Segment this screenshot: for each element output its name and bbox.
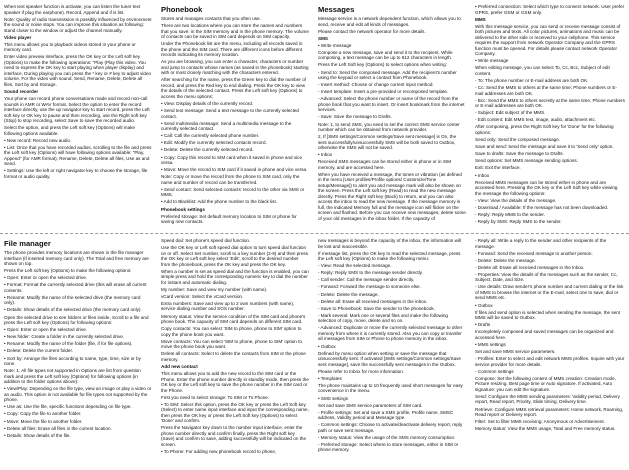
paragraph: • SMS settings (318, 395, 348, 401)
paragraph: • Send text message: Send a text message to the currently selected contact. (161, 108, 299, 119)
paragraph: • Send contact: Send selected contacts' record to the other via SMS or MMS. (161, 186, 305, 198)
paragraph: The phone provides memory locations are shown in the file manager interface (if inserted memory card only). The Total and free memory are shown on top. (4, 250, 149, 266)
paragraph: - Delete: Delete the message. (318, 291, 379, 297)
paragraph: - Reply by SMS: Reply SMS to the sender. (475, 218, 562, 224)
paragraph: - Common settings: Choose to activate/deactivate delivery report, reply path or save sent message. (318, 422, 463, 433)
column-top-1 (4, 4, 152, 230)
paragraph: • MMS settings (475, 341, 506, 347)
column-top-4 (475, 4, 625, 230)
paragraph: Open the selected drive to see folders or files inside, Scroll to a file and press the Left soft key (Options) for following options: (4, 314, 149, 326)
paragraph: • To Phone: For adding new phonebook record to phone, (161, 448, 277, 454)
paragraph: Incompletely composed and saved messages can be organized and accessed here. (475, 329, 614, 340)
subsection-heading: Add new contact (161, 363, 198, 369)
paragraph: Press the Left Soft key (Options) to select options when writing: (318, 62, 447, 68)
paragraph: - Download / Available: If the message has not been downloaded. (475, 204, 609, 210)
paragraph: - Use details: Draw sender's phone number and current dialing or the link of MMS to browse the internet or the E-mail, select one to save, dial or send MMS etc. (475, 284, 624, 301)
paragraph: vCard version: Select the vCard version. (161, 293, 244, 299)
paragraph: Compose: Set the following content of MMS creation: Creation mode, Picture resizing, Best page time or Auto signature. If activated, Auto signature: you can edit the signature. (475, 375, 616, 392)
paragraph: - Delete: Delete the message. (475, 257, 536, 263)
paragraph: • Edit: Modify the currently selected contacts record. (161, 140, 267, 146)
paragraph: When you have received a message, the tones or vibration (as defined in the menu [User profiles/Profile options/ Customize/Tone setup/Message]) to alert you and message mark will also be shown on the screen. Press the Left soft key (Read) to read the new message directly. Press the Right soft key (Back) to return, and you can also access the inbox to read the new message. If the message memory is full, the indicated Memory full and the message icon will flicker on the screen and flashed. Before you can receive new messages, delete some of your old messages in the inbox folder. If the capacity of (318, 171, 466, 221)
column-bottom-3 (318, 238, 466, 466)
paragraph: Exit: Exit the interface. (475, 165, 521, 171)
column-bottom-4 (475, 238, 625, 466)
paragraph: Send only: Send the composed message. (475, 137, 561, 143)
paragraph: new messages is beyond the capacity of the inbox, the information will be lost and inaccessible. (318, 238, 461, 249)
paragraph: Enter video preview interface, press the OK key or the Left soft key (Options) to make the following operations: "Play (Play this video. You need to express the OK key to start playing when player display) and interface, During playing you can press the * key or # key to adjust video volume. For the video with sound, Send, Rename, Delete, Delete all files, Sort by and Storage. (4, 54, 152, 87)
paragraph: • Preferred connection: Select which type to connect network. User prefer GPRS, prefer GSM or GSM only. (475, 4, 625, 15)
paragraph: - View: Read the selected message. (318, 263, 392, 269)
paragraph: Press the Left soft key (Options) to make the following options: (4, 268, 132, 274)
paragraph: 2, If [SMS settings/Common settings/Save sent message] is On, the sent successfully/unsuccessfully SMS will be both saved to Outbox, otherwise the SMS will not be saved. (318, 134, 457, 151)
paragraph: With this message service, you can send or receive message consist of both pictures and texts. All color pictures, animations and music can be delivered to the other side or received to your cellphone. This service requires the support from network Operator Company and the GPRS function must be opened. For details please contact network Operator Company. (475, 23, 621, 57)
paragraph: There are two locations where you can store the names and numbers that you save: in the SIM memory and in the phone memory. The volume of contacts can be saved in SIM card depends on SIM capacity. (161, 23, 309, 40)
paragraph: Received SMS messages can be stored either in phone or in SIM memory, and are accessed here. (318, 159, 452, 170)
paragraph: - Send to: Send the composed message. Add the recipient's number using the keypad or select a contact from Phonebook. (318, 69, 457, 81)
paragraph: Speed dial: Set phone's speed dial function. (161, 238, 251, 243)
paragraph: - Cc: Send the MMS to others at the same time; Phone numbers or E-mail addresses are both OK. (475, 85, 617, 96)
paragraph: • To SIM: Select this option, press the OK key or press the Left Soft key (Select) to enter name input interface and input the corresponding name, then press the OK key or press the Left Soft key (Options) to select 'Done' and confirm. (161, 401, 309, 424)
subsection-heading: MMS (475, 16, 486, 22)
paragraph: • Rename: Modify the name of the folder (file, if for file options). (4, 341, 133, 347)
paragraph: • Open: Enter or open the selected drive. (4, 275, 88, 281)
paragraph: If files and send option is selected when sending the message, the sent MMS will be saved to Outbox. (475, 309, 621, 321)
subsection-heading: Phonebook settings (161, 206, 205, 212)
paragraph: - Subject: Edit subject of the MMS. (475, 110, 546, 116)
section-heading: Phonebook (161, 5, 203, 14)
paragraph: Send options: Set MMS message sending options. (475, 158, 578, 164)
paragraph: When editing message, you can select To, Cc, Bcc, Subject of edit content. (475, 65, 610, 76)
subsection-heading: Sound recorder (4, 88, 39, 94)
subsection-heading: SMS (318, 35, 328, 41)
paragraph: Under the Phonebook list are the menu, including all records saved in the phone and the SIM card. There are different icons before different records indicating its memory location. (161, 41, 303, 58)
paragraph: Copy contacts: You can select 'SIM to phone, phone to SIM' option to copy the phone book you want. (161, 326, 302, 337)
paragraph: • Delete all files: Erase all files in the current location. (4, 425, 112, 431)
paragraph: - Reply all: Write a reply to the sender and other recipients of the message. (475, 238, 607, 249)
column-top-3 (318, 4, 466, 230)
paragraph: • Add to Blacklist: Add the phone number to the black list. (161, 199, 278, 205)
paragraph: - Delete all: Erase all received messages in the inbox. (318, 298, 428, 304)
paragraph: When a number is set as speed dial and the function is enabled, you can simple press and hold the corresponding numeric key to dial the number for instant and automatic dialing. (161, 268, 309, 285)
paragraph: - Forward: Send the received message to another person. (475, 250, 593, 256)
paragraph: • Details: Show details of the selected drive (the memory card only). (4, 307, 142, 313)
paragraph: - Memory status: View the usage of the SMS memory consumption. (318, 434, 456, 440)
paragraph: First you need to select storage: To SIM or To Phone. (161, 394, 270, 400)
paragraph: - Reply: Reply SMS to the message sender directly. (318, 270, 423, 276)
paragraph: After searching for the name, press the Green key to dial the number of record, and press the Red key to end dialing. Press the OK key to view the details of the selected contact. Press the Left soft key (Options) to access the menu options: (161, 77, 307, 99)
paragraph: - Insert template: Insert a pre-provided or recomposed template. (318, 89, 449, 95)
paragraph: Note: 1. All file types not supported in Options are list from question mark and press the Left soft key (Options) for following options (in addition to the folder options above): (4, 368, 141, 385)
paragraph: This menu allows you to add the new record to the SIM card or the Phone. Enter the phone number directly in standby mode, then press the OK key or the Left soft key to save the phone number in the SIM card or the Phone. (161, 371, 309, 393)
paragraph: - Preferred storage: Select where to store messages, either in SIM or phone memory. (318, 441, 459, 453)
paragraph: Save to drafts: Save the message to Drafts. (475, 151, 564, 157)
paragraph: Defined by menu option when setting or save the message that unsuccessfully sent. If activated [SMS settings/Common settings/Save sent message], save the successfully sent messages in the Outbox. (318, 350, 461, 367)
paragraph: • Copy: Copy the file to another folder. (4, 411, 82, 417)
paragraph: • Move: Move the record to SIM card if it saved in phone and vice versa. (161, 167, 308, 173)
paragraph: - Delete all: Erase all received messages in the Inbox. (475, 264, 585, 270)
paragraph: • Settings: Use the left or right navigator key to choose the storage, file format or audio quality. (4, 168, 148, 179)
paragraph: Note: Quality of radio transmission is possibly influenced by environment the sound or noise stops. You can improve this situation as following: stand closer to the window or adjust the channel manually. (4, 16, 152, 33)
paragraph: • Write message (475, 58, 509, 64)
paragraph: • Details: Show details of the file. (4, 432, 71, 438)
paragraph: • View: Display details of the currently record. (161, 100, 254, 106)
paragraph: Preferred storage: Set default memory location to SIM or phone for saving new contacts. (161, 213, 297, 225)
paragraph: • New folder: Create a folder in the currently selected drive. (4, 334, 125, 340)
paragraph: Send: Configure the MMS sending parameters: Validity period, Delivery report, Read report, Priority, Slide timing, Delivery time. (475, 393, 620, 405)
page-divider (0, 233, 629, 234)
paragraph: • List: Once that you have recorded audios, scrolling to the file and press the Left soft key (Options) will have following options available: "Play, Append" (for AMR format), Rename, Delete, Delete all files, Use as and Send. (4, 144, 152, 167)
paragraph: • Delete: Delete the current folder. (4, 348, 74, 354)
paragraph: • Open: Enter or open the selected drive. (4, 327, 88, 333)
paragraph: Your phone can record phone conversations made and record non-call sounds in AMR or WAV format. Select the option to enter the record interface directly, use the up navigator key to start record, press the Left soft key or OK key to pause and then recording, use the Right soft key (Stop) to stop recording, select Save to save the recorded audio. (4, 96, 150, 124)
paragraph: • Inbox (318, 152, 333, 158)
paragraph: Note: 1, to send SMS, you need to set the correct SMS service center number which can be obtained from network provider. (318, 121, 460, 133)
paragraph: • Outbox (318, 343, 336, 349)
paragraph: - Profile settings: Set and save a SMS profile, Profile name, SMSC address, Validity period and Message type. (318, 409, 454, 421)
paragraph: • Outbox (475, 302, 493, 308)
paragraph: - Bcc: Send the MMS to others secretly at the same time, Phone numbers or E-mail addresses are both OK. (475, 97, 625, 109)
paragraph: • Call: Call the currently selected phone number. (161, 133, 260, 139)
paragraph: - Advanced: Select the phone number or name of the record from the phone book that you want to insert. Or insert bookmark from the internet services. (318, 96, 465, 113)
paragraph: • Rename: Modify the name of the selected drive (the memory card only). (4, 294, 141, 306)
paragraph: - Edit content: Edit MMS text, image, audio, attachment etc. (475, 117, 597, 123)
paragraph: Message service is a network dependent function, which allows you to send, receive and edit all kinds of messages. (318, 16, 461, 27)
paragraph: • Sort by: Arrange the files according to name, type, time, size or by none. (4, 355, 141, 367)
paragraph: The phone maintains up to 10 frequently used short messages for easy convenience in the menu. (318, 382, 463, 394)
paragraph: Press the Navigator key down to the number input interface, enter the phone number directly and confirm finally, press the Right soft key (Save) and confirm to save, adding successfully will be indicated on the screen. (161, 425, 307, 447)
paragraph: Stores and manages contacts that you often use. (161, 16, 261, 21)
paragraph: • Send multimedia message: Send a multimedia message to the currently selected contact. (161, 120, 292, 132)
column-bottom-1 (4, 238, 152, 466)
section-heading: Messages (318, 5, 355, 14)
paragraph: After composing, press the Right Soft key for 'Done' for the following options: (475, 124, 614, 135)
paragraph: - Forward: Forward the message to someone else. (318, 284, 421, 290)
paragraph: • Templates (318, 375, 342, 381)
paragraph: Please refer to Inbox for more information. (318, 368, 405, 374)
paragraph: Retrieve: Configure MMS retrieval parameters: Home network, Roaming, Read report or Delivery report. (475, 406, 624, 417)
paragraph: Move contacts: You can select 'SIM to phone, phone to SIM' option to move the phone book you want. (161, 338, 302, 350)
paragraph: • Move: Move the file to another folder. (4, 418, 83, 424)
section-heading: File manager (4, 239, 51, 248)
paragraph: Memory status: View the service condition of the SIM card and phone's phone book. The capacity of SIM card depends on different SIM card. (161, 313, 306, 325)
paragraph: If message list, press the OK key to read the selected message, press the Left soft key (Options) to make the following menu: (318, 250, 461, 262)
paragraph: Compose a new message, save and send it to the recipient. While composing, a text message can be up to 612 characters in length. (318, 49, 453, 61)
paragraph: • Inbox (475, 172, 490, 178)
paragraph: Delete all contacts: Select to delete the contacts from SIM or the phone memory. (161, 351, 306, 362)
paragraph: Set and save MMS service parameters. (475, 349, 556, 355)
paragraph: • Write message (318, 42, 352, 48)
column-top-2 (161, 4, 309, 230)
paragraph: When text speaker function is activate, you can listen the tuner text speaker if plug the earphone). Record, Append and if is list. (4, 4, 141, 15)
column-bottom-2 (161, 238, 309, 466)
paragraph: Extra numbers: Save and view up to 2 own numbers (with name), service dialing number and SOS number. (161, 300, 295, 312)
paragraph: • Drafts (475, 322, 491, 328)
paragraph: - Save to Phonebook: Save the sender to the phonebook. (318, 305, 435, 311)
paragraph: - Insert method: Choose or change current input method. (318, 82, 434, 88)
paragraph: Received MMS messages can be stored either in phone and are accessed here. Pressing the OK key or the Left Soft key while viewing the message the following options: (475, 179, 618, 196)
paragraph: Note: Copy or move the record from the phone to SIM card, only the name and number of record can be transferred. (161, 174, 300, 185)
paragraph: - Common settings (475, 368, 514, 374)
paragraph: • Copy: Copy this record to SIM card when it saved in phone and vice versa. (161, 154, 303, 166)
paragraph: - Advanced: Duplicate or move the currently selected message to other memory from where it is currently stored. Also you can copy or transfer all messages from SIM or Phone to phone memory in the inbox. (318, 325, 463, 342)
paragraph: Memory status: View the MMS usage, Total and Free memory status. (475, 426, 616, 432)
paragraph: - To: The phone number or E-mail address are both OK. (475, 77, 589, 83)
paragraph: - Profiles: Enter to select and edit network MMS profiles. Inquire with your service provider for more details. (475, 356, 625, 367)
subsection-heading: Video player (4, 34, 32, 40)
paragraph: Save and send: Send the message and save it to 'Send only' option. (475, 144, 614, 150)
paragraph: - View: View the details of the message. (475, 197, 557, 203)
paragraph: My number: Save and view my number (with name). (161, 286, 268, 292)
paragraph: Set and save SMS service parameters of SIM card. (318, 402, 423, 408)
paragraph: • Delete: Delete the currently selected record. (161, 147, 254, 153)
paragraph: - Reply: Reply MMS to the sender. (475, 211, 545, 217)
paragraph: Select the option, and press the Left soft key (Options) will make following options available. (4, 125, 135, 136)
paragraph: • Format: Format the currently selected drive (this will erase all current contents. (4, 282, 147, 293)
paragraph: - Mark several: Mark one or several files and make the following selection of copy, move, delete and so on. (318, 312, 448, 324)
paragraph: Filter: Set to filter MMS receiving: Anonymous or Advertisement. (475, 419, 605, 425)
paragraph: • New record: Record new audio. (4, 137, 72, 143)
paragraph: - Properties: View the details of the messages such as the sender, Cc, Subject, Date, and Size. (475, 271, 618, 283)
paragraph: - Save: Save the message to Drafts. (318, 114, 392, 120)
paragraph: Use the OK key or Left soft speed dial option to turn speed dial function on or off. Select Set number, scroll to a key number (2-9) and then press the OK key or Left soft key select 'Edit', scroll to the desired number from the phonebook, press the OK key and press the OK key. (161, 245, 308, 267)
paragraph: - Call sender: Call the message sender directly. (318, 277, 415, 283)
paragraph: • View/Play: Depending on the file type, view an image or play a video or an audio. This option is not available for file types not supported by the phone. (4, 386, 152, 403)
paragraph: • Use as: Use the file, specific functions depending on file type. (4, 404, 132, 410)
paragraph: As you are browsing, you can enter a character, characters or number and jump to contacts whose names (as saved in the phonebook) starting with or most closely matching with the characters entered. (161, 59, 309, 76)
paragraph: This menu allows you to playback videos stored in your phone or memory card. (4, 41, 136, 53)
paragraph: Please contact the network operator for more details. (318, 28, 426, 34)
